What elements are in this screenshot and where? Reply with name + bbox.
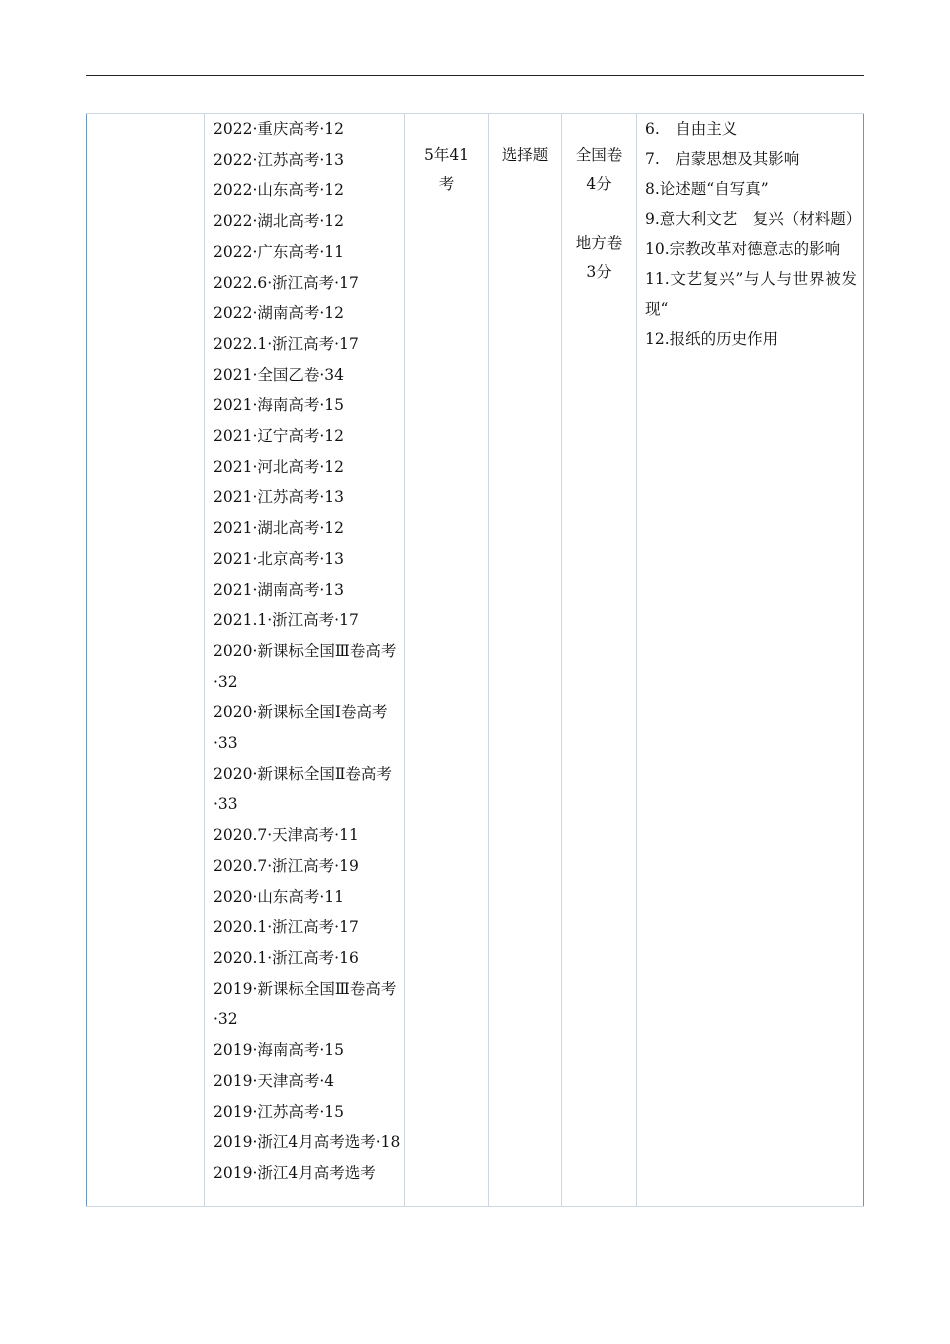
knowledge-points-list	[637, 114, 863, 354]
source-item: 2021·湖北高考·12	[213, 519, 345, 538]
source-item: 2020.7·天津高考·11	[213, 826, 359, 845]
source-item: 2022·江苏高考·13	[213, 150, 345, 169]
source-item: 2020.7·浙江高考·19	[213, 856, 359, 875]
source-item: 2021·北京高考·13	[213, 549, 345, 568]
source-item: 2021·海南高考·15	[213, 396, 345, 415]
knowledge-point-item: 10.宗教改革对德意志的影响	[645, 240, 841, 258]
source-item: 2020.1·浙江高考·16	[213, 948, 359, 967]
knowledge-point-item: 7. 启蒙思想及其影响	[645, 150, 800, 168]
source-item: 2021.1·浙江高考·17	[213, 611, 359, 630]
source-item: 2021·湖南高考·13	[213, 580, 345, 599]
source-item: 2022·湖南高考·12	[213, 304, 345, 323]
source-item: 2022·湖北高考·12	[213, 212, 345, 231]
score-national: 全国卷4分	[575, 146, 623, 193]
source-item: 2022·广东高考·11	[213, 242, 345, 261]
knowledge-point-item: 9.意大利文艺 复兴（材料题）	[645, 210, 862, 228]
exam-analysis-table	[86, 113, 864, 1207]
source-item: 2020.1·浙江高考·17	[213, 918, 359, 937]
knowledge-point-item: 11.文艺复兴”与人与世界被发现“	[645, 270, 857, 318]
score-local: 地方卷3分	[575, 234, 623, 281]
question-type-column	[489, 114, 562, 1206]
source-item: 2020·新课标全国Ⅱ卷高考·33	[213, 764, 392, 814]
source-column	[205, 114, 405, 1206]
topic-column	[86, 114, 205, 1206]
source-item: 2019·浙江4月高考选考	[213, 1163, 376, 1182]
frequency-column	[405, 114, 489, 1206]
knowledge-point-item: 6. 自由主义	[645, 120, 738, 138]
source-item: 2020·新课标全国Ⅰ卷高考·33	[213, 703, 388, 753]
source-list	[205, 114, 404, 1189]
source-item: 2020·新课标全国Ⅲ卷高考·32	[213, 641, 397, 691]
source-item: 2021·河北高考·12	[213, 457, 345, 476]
source-item: 2022.1·浙江高考·17	[213, 334, 359, 353]
source-item: 2021·辽宁高考·12	[213, 427, 345, 446]
source-item: 2022.6·浙江高考·17	[213, 273, 359, 292]
source-item: 2022·山东高考·12	[213, 181, 345, 200]
score-column	[562, 114, 637, 1206]
knowledge-points-column	[637, 114, 864, 1206]
knowledge-point-item: 8.论述题“自写真”	[645, 180, 769, 198]
source-item: 2019·海南高考·15	[213, 1041, 345, 1060]
source-item: 2022·重庆高考·12	[213, 120, 345, 138]
frequency-cell: 5年41考	[423, 146, 470, 193]
source-item: 2020·山东高考·11	[213, 887, 345, 906]
header-rule	[86, 75, 864, 76]
source-item: 2019·浙江4月高考选考·18	[213, 1133, 401, 1152]
source-item: 2019·天津高考·4	[213, 1071, 335, 1090]
question-type-cell: 选择题	[501, 146, 549, 164]
source-item: 2019·江苏高考·15	[213, 1102, 345, 1121]
source-item: 2021·全国乙卷·34	[213, 365, 345, 384]
knowledge-point-item: 12.报纸的历史作用	[645, 330, 779, 348]
source-item: 2021·江苏高考·13	[213, 488, 345, 507]
source-item: 2019·新课标全国Ⅲ卷高考·32	[213, 979, 397, 1029]
